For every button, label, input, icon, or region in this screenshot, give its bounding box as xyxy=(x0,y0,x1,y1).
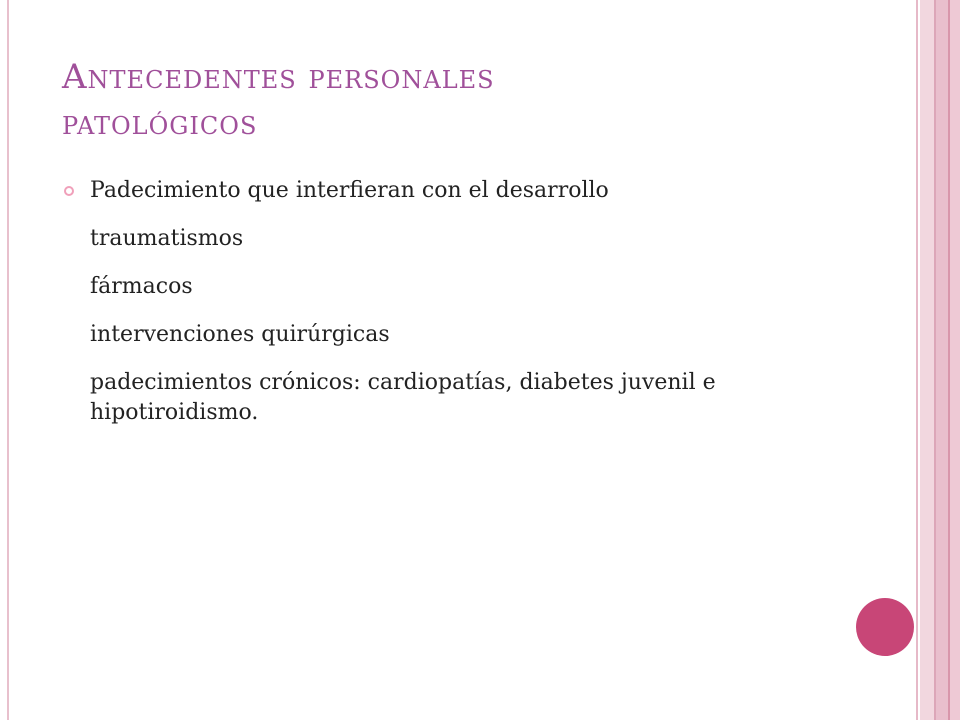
accent-circle xyxy=(856,598,914,656)
slide-title xyxy=(62,54,842,146)
title-line-1: Antecedentes personales xyxy=(62,57,495,97)
list-item: traumatismos xyxy=(90,226,244,251)
band xyxy=(936,0,948,720)
right-decorative-bands xyxy=(916,0,960,720)
slide-content xyxy=(62,176,842,428)
list-item: fármacos xyxy=(90,274,193,299)
bullet-item xyxy=(62,176,842,206)
list-item: intervenciones quirúrgicas xyxy=(90,322,390,347)
band xyxy=(920,0,934,720)
title-line-2: patológicos xyxy=(62,103,258,143)
ring-bullet-icon xyxy=(64,186,74,196)
list-item: padecimientos crónicos: cardiopatías, diabetes juvenil e hipotiroidismo. xyxy=(90,370,716,425)
left-border-line xyxy=(7,0,9,720)
band xyxy=(916,0,918,720)
band xyxy=(950,0,960,720)
bullet-text: Padecimiento que interfieran con el desarrollo xyxy=(90,178,609,203)
